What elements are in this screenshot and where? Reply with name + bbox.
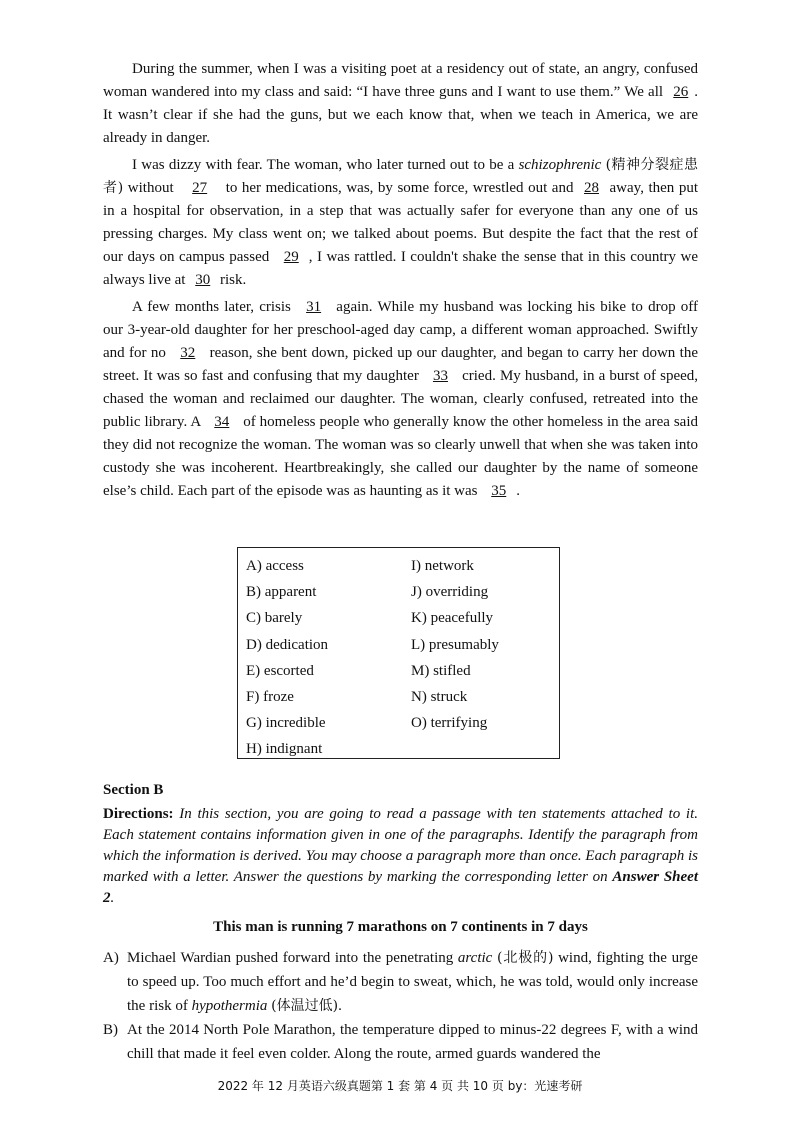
word-option: C) barely: [246, 610, 303, 627]
word-option: K) peacefully: [411, 610, 494, 627]
paragraph-a: [103, 946, 698, 1018]
article-title: This man is running 7 marathons on 7 continents in 7 days: [213, 919, 588, 935]
section-title: Section B: [103, 782, 164, 798]
gloss: (精神分裂症患者): [103, 157, 699, 196]
blank-28[interactable]: 28: [583, 180, 599, 196]
text: risk.: [219, 272, 247, 288]
paragraph-letter: B): [103, 1022, 118, 1038]
term-arctic: arctic: [457, 950, 493, 966]
word-option: A) access: [246, 558, 304, 574]
paragraph-b: [103, 1018, 698, 1066]
text: away, then put in a hospital for observation, in a step that was actually safer for everyone than any one of us pressing charges. My class went on; we talked about poems. But despite the fact that the rest of our days on campus passed: [103, 180, 698, 265]
blank-31[interactable]: 31: [306, 299, 322, 315]
blank-32[interactable]: 32: [180, 345, 196, 361]
word-bank: [237, 547, 560, 759]
text: without: [127, 180, 174, 196]
paragraph-3: [103, 296, 698, 503]
text: I was dizzy with fear. The woman, who later turned out to be a: [132, 157, 515, 173]
text: of homeless people who generally know the other homeless in the area said they did not recognize the woman. The woman was so clearly unwell that when she was taken into custody she was incoherent. Heartbreakingly, she called our daughter by the name of someone else’s child. Each part of the episode was as haunting as it was: [103, 414, 698, 499]
blank-33[interactable]: 33: [432, 368, 448, 384]
text: reason, she bent down, picked up our daughter, and began to carry her down the street. It was so fast and confusing that my daughter: [103, 345, 698, 384]
text: to her medications, was, by some force, wrestled out and: [225, 180, 574, 196]
text: .: [516, 483, 520, 499]
blank-27[interactable]: 27: [192, 180, 208, 196]
blank-35[interactable]: 35: [491, 483, 507, 499]
blank-26[interactable]: 26: [673, 84, 689, 100]
word-option: E) escorted: [246, 662, 314, 679]
directions-text: In this section, you are going to read a passage with ten statements attached to it. Each statement contains information given in one of the paragraphs. Identify the paragraph from which the information is derived. You may choose a paragraph more than once. Each paragraph is marked with a letter. Answer the questions by marking the corresponding letter on: [103, 806, 698, 885]
word-option: L) presumably: [411, 636, 499, 653]
gloss: (北极的): [496, 950, 554, 966]
text: Michael Wardian pushed forward into the penetrating: [127, 950, 454, 966]
word-option: G) incredible: [246, 715, 326, 732]
term-hypothermia: hypothermia: [191, 998, 268, 1014]
word-option: F) froze: [246, 689, 294, 706]
directions-label: Directions:: [103, 806, 174, 822]
blank-34[interactable]: 34: [214, 414, 230, 430]
blank-29[interactable]: 29: [283, 249, 299, 265]
passage: [103, 58, 698, 507]
paragraph-1: [103, 58, 698, 150]
word-option: H) indignant: [246, 741, 323, 758]
directions: [103, 804, 698, 909]
word-option: B) apparent: [246, 584, 317, 601]
text: During the summer, when I was a visiting poet at a residency out of state, an angry, confused woman wandered into my class and said: “I have three guns and I want to use them.” We all: [103, 61, 698, 100]
word-option: J) overriding: [411, 584, 489, 601]
article-paragraphs: [103, 946, 698, 1066]
page-footer: 2022 年 12 月英语六级真题第 1 套 第 4 页 共 10 页 by：光速考研: [217, 1079, 583, 1093]
word-bank-right-column: [411, 553, 499, 736]
paragraph-letter: A): [103, 950, 119, 966]
term-schizophrenic: schizophrenic: [518, 157, 602, 173]
word-option: D) dedication: [246, 636, 329, 653]
text: A few months later, crisis: [132, 299, 291, 315]
text: wind, fighting the urge to speed up. Too much effort and he’d begin to sweat, which, he was told, would only increase the risk of: [127, 950, 698, 1014]
text: cried. My husband, in a burst of speed, chased the woman and reclaimed our daughter. The woman, clearly confused, retreated into the public library. A: [103, 368, 699, 430]
text: .: [110, 890, 115, 906]
blank-30[interactable]: 30: [195, 272, 211, 288]
word-option: I) network: [411, 558, 474, 574]
text: , I was rattled. I couldn't shake the sense that in this country we always live at: [103, 249, 699, 288]
text: .: [338, 998, 342, 1014]
gloss: (体温过低): [271, 998, 339, 1014]
text: At the 2014 North Pole Marathon, the temperature dipped to minus-22 degrees F, with a wind chill that made it feel even colder. Along the route, armed guards wandered the: [127, 1022, 698, 1062]
word-option: M) stifled: [411, 662, 471, 679]
word-option: N) struck: [411, 689, 468, 706]
text: again. While my husband was locking his bike to drop off our 3-year-old daughter for her preschool-aged day camp, a different woman approached. Swiftly and for no: [103, 299, 699, 361]
answer-sheet-ref: Answer Sheet 2: [103, 869, 698, 906]
paragraph-2: [103, 154, 698, 292]
word-option: O) terrifying: [411, 715, 488, 732]
word-bank-left-column: [246, 553, 328, 763]
text: . It wasn’t clear if she had the guns, but we each know that, when we teach in America, we are already in danger.: [103, 84, 699, 146]
